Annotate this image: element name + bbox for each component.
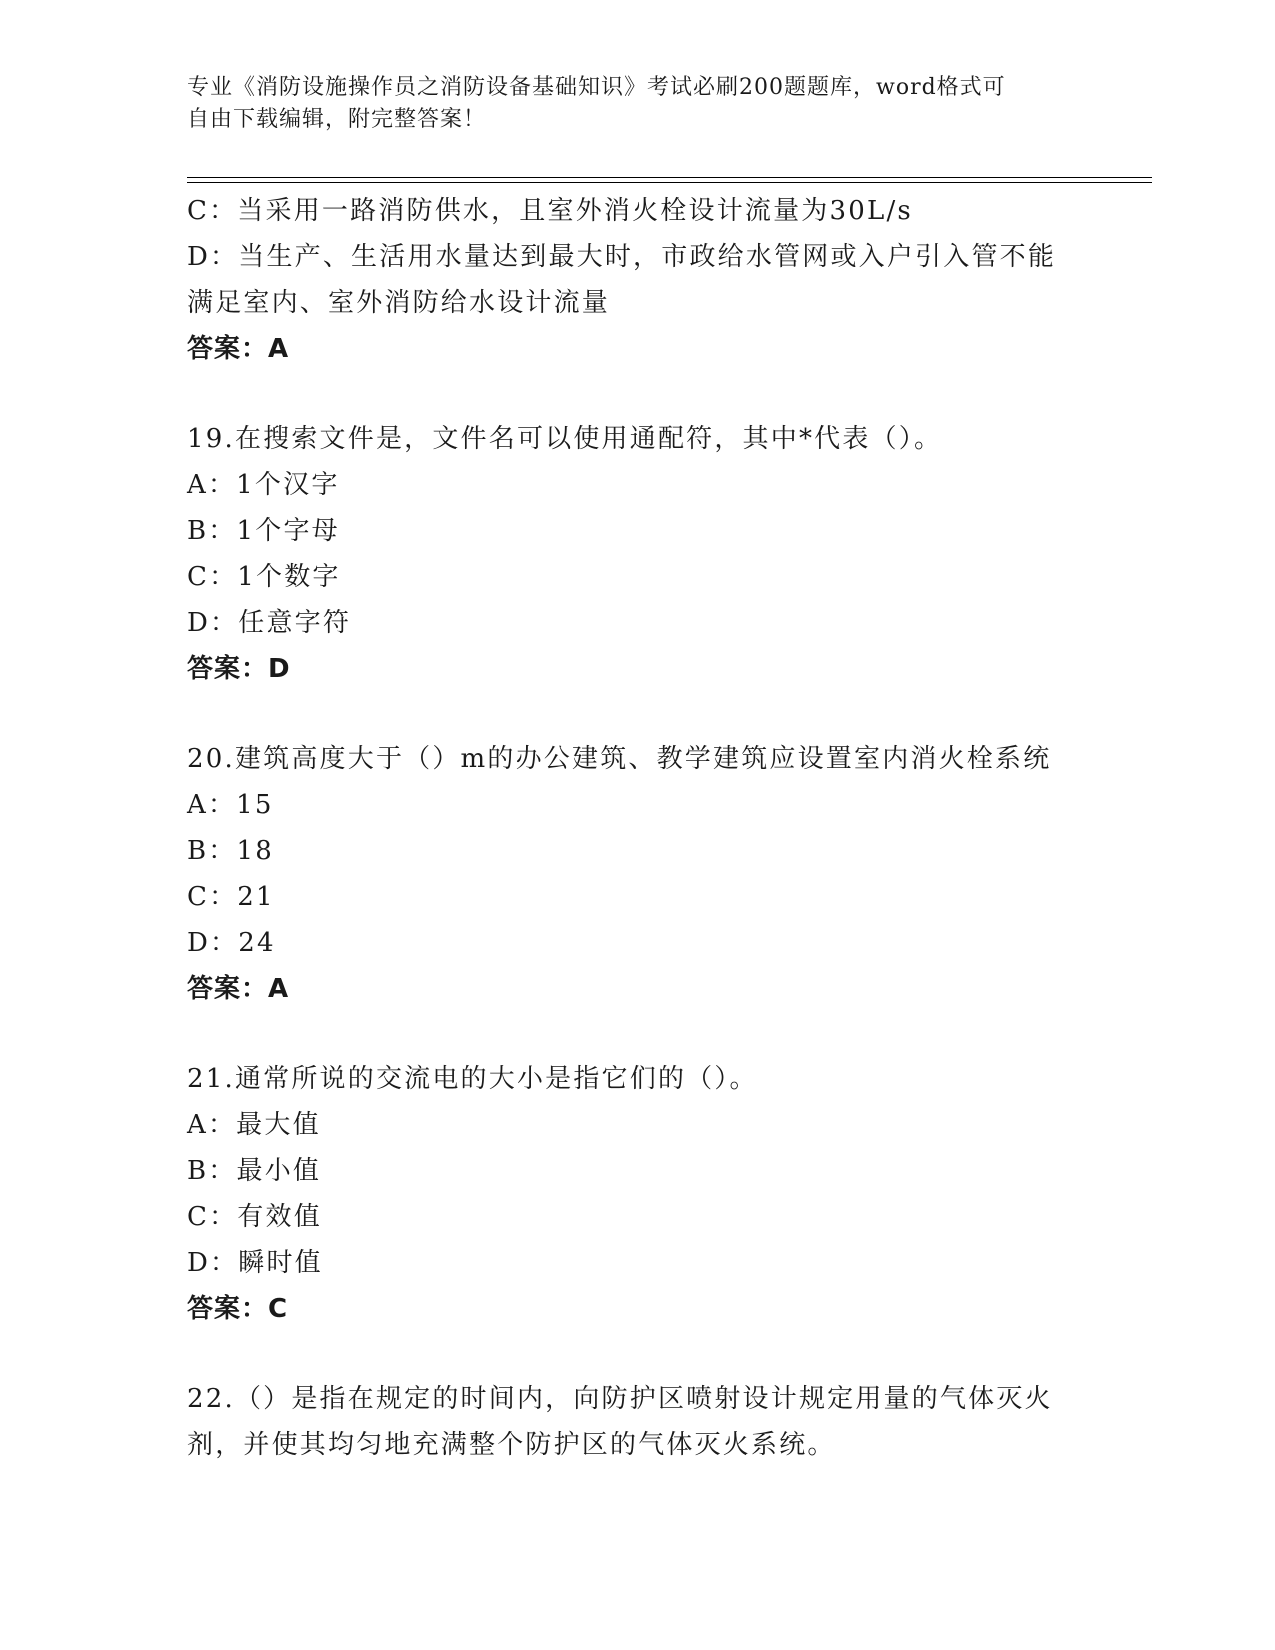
header-divider-bottom xyxy=(187,182,1152,183)
option-d-continued: 满足室内、室外消防给水设计流量 xyxy=(187,288,611,318)
question-stem: 20.建筑高度大于（）m的办公建筑、教学建筑应设置室内消火栓系统 xyxy=(187,744,1052,774)
answer: 答案：C xyxy=(187,1294,289,1324)
header-divider-top xyxy=(187,177,1152,178)
question-20 xyxy=(187,736,1087,1012)
option-a: A：最大值 xyxy=(187,1110,321,1140)
option-b: B：18 xyxy=(187,836,274,866)
document-content xyxy=(187,188,1087,1468)
question-21 xyxy=(187,1056,1087,1332)
option-a: A：1个汉字 xyxy=(187,470,340,500)
answer: 答案：A xyxy=(187,334,290,364)
option-d: D：当生产、生活用水量达到最大时，市政给水管网或入户引入管不能 xyxy=(187,242,1057,272)
option-d: D：任意字符 xyxy=(187,608,352,638)
question-22 xyxy=(187,1376,1087,1468)
question-19 xyxy=(187,416,1087,692)
option-d: D：24 xyxy=(187,928,276,958)
option-c: C：有效值 xyxy=(187,1202,322,1232)
question-stem: 19.在搜索文件是，文件名可以使用通配符，其中*代表（）。 xyxy=(187,424,943,454)
option-a: A：15 xyxy=(187,790,274,820)
answer: 答案：A xyxy=(187,974,290,1004)
answer: 答案：D xyxy=(187,654,291,684)
option-b: B：1个字母 xyxy=(187,516,340,546)
question-stem-continued: 剂，并使其均匀地充满整个防护区的气体灭火系统。 xyxy=(187,1430,836,1460)
question-18-continuation xyxy=(187,188,1087,372)
option-c: C：1个数字 xyxy=(187,562,341,592)
header-line-2: 自由下载编辑，附完整答案！ xyxy=(187,107,487,132)
header-line-1: 专业《消防设施操作员之消防设备基础知识》考试必刷200题题库，word格式可 xyxy=(187,75,1006,100)
option-c: C：21 xyxy=(187,882,275,912)
question-stem: 22.（）是指在规定的时间内，向防护区喷射设计规定用量的气体灭火 xyxy=(187,1384,1053,1414)
option-c: C：当采用一路消防供水，且室外消火栓设计流量为30L/s xyxy=(187,196,913,226)
question-stem: 21.通常所说的交流电的大小是指它们的（）。 xyxy=(187,1064,758,1094)
document-header xyxy=(187,72,1087,136)
option-d: D：瞬时值 xyxy=(187,1248,323,1278)
option-b: B：最小值 xyxy=(187,1156,322,1186)
